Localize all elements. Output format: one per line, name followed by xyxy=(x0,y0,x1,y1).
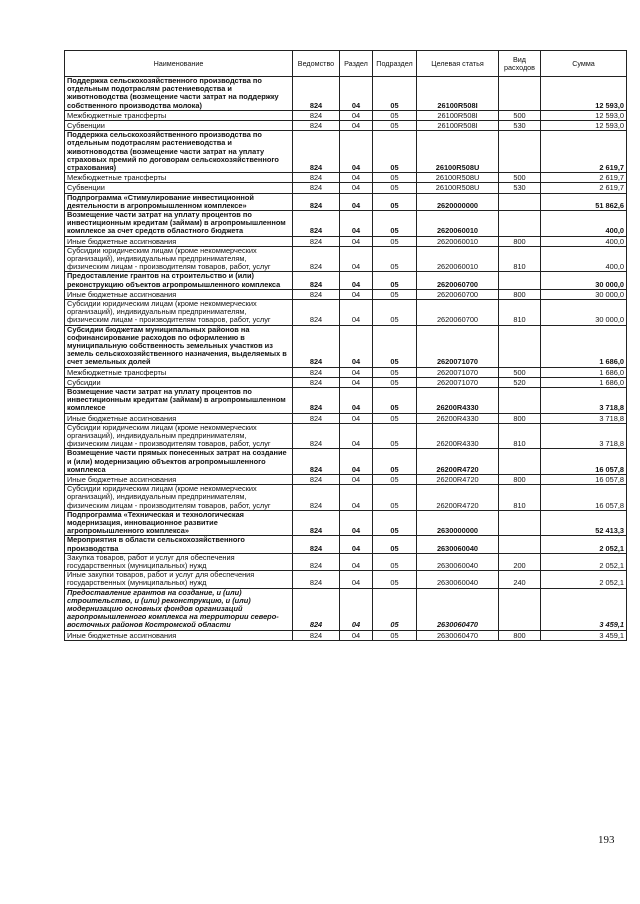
cell-razdel: 04 xyxy=(340,325,373,367)
cell-razdel: 04 xyxy=(340,413,373,423)
cell-vedomstvo: 824 xyxy=(293,536,340,553)
cell-name: Поддержка сельскохозяйственного производства по отдельным подотраслям растениеводства и животноводства (возмещение части затрат на уплату страховых премий по договорам сельскохозяйственного страхования) xyxy=(65,131,293,173)
cell-vedomstvo: 824 xyxy=(293,272,340,289)
cell-statya: 26100R508I xyxy=(417,121,499,131)
cell-razdel: 04 xyxy=(340,299,373,325)
table-row xyxy=(65,387,627,413)
cell-vid xyxy=(499,272,541,289)
cell-statya: 26100R508U xyxy=(417,131,499,173)
cell-podrazdel: 05 xyxy=(373,272,417,289)
cell-vedomstvo: 824 xyxy=(293,367,340,377)
cell-vedomstvo: 824 xyxy=(293,377,340,387)
cell-razdel: 04 xyxy=(340,367,373,377)
cell-razdel: 04 xyxy=(340,475,373,485)
cell-vedomstvo: 824 xyxy=(293,485,340,511)
table-row xyxy=(65,377,627,387)
cell-razdel: 04 xyxy=(340,272,373,289)
cell-vid: 810 xyxy=(499,299,541,325)
cell-statya: 2620000000 xyxy=(417,193,499,210)
table-row xyxy=(65,325,627,367)
cell-summa: 2 619,7 xyxy=(541,183,627,193)
cell-name: Иные бюджетные ассигнования xyxy=(65,413,293,423)
cell-statya: 26200R4330 xyxy=(417,387,499,413)
cell-vedomstvo: 824 xyxy=(293,193,340,210)
header-vid: Вид расходов xyxy=(499,51,541,77)
cell-summa: 12 593,0 xyxy=(541,110,627,120)
cell-razdel: 04 xyxy=(340,387,373,413)
cell-podrazdel: 05 xyxy=(373,367,417,377)
cell-vid: 800 xyxy=(499,630,541,640)
cell-podrazdel: 05 xyxy=(373,131,417,173)
cell-razdel: 04 xyxy=(340,571,373,588)
cell-statya: 2630000000 xyxy=(417,510,499,536)
cell-vid: 800 xyxy=(499,475,541,485)
cell-name: Субсидии юридическим лицам (кроме некоммерческих организаций), индивидуальным предпринимателям, физическим лицам - производителям товаров, работ, услуг xyxy=(65,246,293,272)
cell-podrazdel: 05 xyxy=(373,325,417,367)
cell-podrazdel: 05 xyxy=(373,121,417,131)
header-summa: Сумма xyxy=(541,51,627,77)
table-row xyxy=(65,588,627,630)
cell-podrazdel: 05 xyxy=(373,510,417,536)
cell-vid xyxy=(499,131,541,173)
cell-vedomstvo: 824 xyxy=(293,110,340,120)
table-row xyxy=(65,236,627,246)
cell-statya: 26100R508U xyxy=(417,173,499,183)
cell-statya: 2630060040 xyxy=(417,536,499,553)
cell-name: Межбюджетные трансферты xyxy=(65,367,293,377)
cell-podrazdel: 05 xyxy=(373,173,417,183)
cell-summa: 2 619,7 xyxy=(541,131,627,173)
cell-statya: 2620060010 xyxy=(417,246,499,272)
table-row xyxy=(65,210,627,236)
cell-vid: 530 xyxy=(499,121,541,131)
cell-vedomstvo: 824 xyxy=(293,325,340,367)
table-row xyxy=(65,299,627,325)
cell-name: Возмещение части затрат на уплату процентов по инвестиционным кредитам (займам) в агропромышленном комплексе за счет средств областного бюджета xyxy=(65,210,293,236)
cell-razdel: 04 xyxy=(340,236,373,246)
cell-name: Субсидии xyxy=(65,377,293,387)
cell-razdel: 04 xyxy=(340,77,373,111)
table-row xyxy=(65,367,627,377)
cell-vid xyxy=(499,536,541,553)
cell-summa: 12 593,0 xyxy=(541,77,627,111)
cell-summa: 16 057,8 xyxy=(541,475,627,485)
cell-vid xyxy=(499,193,541,210)
cell-vedomstvo: 824 xyxy=(293,413,340,423)
cell-razdel: 04 xyxy=(340,210,373,236)
page-number: 193 xyxy=(598,834,615,846)
cell-razdel: 04 xyxy=(340,289,373,299)
table-row xyxy=(65,110,627,120)
cell-vedomstvo: 824 xyxy=(293,289,340,299)
cell-summa: 400,0 xyxy=(541,236,627,246)
cell-name: Поддержка сельскохозяйственного производства по отдельным подотраслям растениеводства и животноводства (возмещение части затрат на поддержку собственного производства молока) xyxy=(65,77,293,111)
cell-summa: 400,0 xyxy=(541,246,627,272)
cell-vid xyxy=(499,510,541,536)
cell-razdel: 04 xyxy=(340,173,373,183)
cell-podrazdel: 05 xyxy=(373,536,417,553)
cell-razdel: 04 xyxy=(340,131,373,173)
cell-summa: 1 686,0 xyxy=(541,367,627,377)
cell-name: Субвенции xyxy=(65,121,293,131)
cell-razdel: 04 xyxy=(340,588,373,630)
cell-vid: 800 xyxy=(499,413,541,423)
table-row xyxy=(65,449,627,475)
cell-vid: 530 xyxy=(499,183,541,193)
table-row xyxy=(65,571,627,588)
cell-razdel: 04 xyxy=(340,377,373,387)
cell-podrazdel: 05 xyxy=(373,299,417,325)
cell-razdel: 04 xyxy=(340,246,373,272)
cell-statya: 2620071070 xyxy=(417,377,499,387)
cell-summa: 51 862,6 xyxy=(541,193,627,210)
cell-podrazdel: 05 xyxy=(373,377,417,387)
cell-name: Предоставление грантов на строительство и (или) реконструкцию объектов агропромышленного комплекса xyxy=(65,272,293,289)
cell-vedomstvo: 824 xyxy=(293,299,340,325)
cell-statya: 26200R4720 xyxy=(417,475,499,485)
cell-vid: 810 xyxy=(499,423,541,449)
cell-razdel: 04 xyxy=(340,193,373,210)
cell-summa: 3 718,8 xyxy=(541,423,627,449)
table-row xyxy=(65,423,627,449)
header-razdel: Раздел xyxy=(340,51,373,77)
table-row xyxy=(65,510,627,536)
cell-summa: 1 686,0 xyxy=(541,377,627,387)
cell-razdel: 04 xyxy=(340,423,373,449)
cell-vedomstvo: 824 xyxy=(293,183,340,193)
table-row xyxy=(65,183,627,193)
cell-razdel: 04 xyxy=(340,485,373,511)
cell-podrazdel: 05 xyxy=(373,210,417,236)
cell-name: Субсидии бюджетам муниципальных районов на софинансирование расходов по оформлению в муниципальную собственность земельных участков из земель сельскохозяйственного назначения, выделяемых в счет земельных долей xyxy=(65,325,293,367)
cell-vedomstvo: 824 xyxy=(293,236,340,246)
table-row xyxy=(65,485,627,511)
table-header-row xyxy=(65,51,627,77)
cell-statya: 2620060700 xyxy=(417,289,499,299)
cell-name: Межбюджетные трансферты xyxy=(65,110,293,120)
cell-statya: 26200R4720 xyxy=(417,449,499,475)
cell-podrazdel: 05 xyxy=(373,485,417,511)
cell-statya: 26100R508I xyxy=(417,77,499,111)
cell-vedomstvo: 824 xyxy=(293,246,340,272)
cell-podrazdel: 05 xyxy=(373,289,417,299)
cell-name: Межбюджетные трансферты xyxy=(65,173,293,183)
cell-name: Мероприятия в области сельскохозяйственного производства xyxy=(65,536,293,553)
cell-statya: 26200R4330 xyxy=(417,423,499,449)
cell-podrazdel: 05 xyxy=(373,110,417,120)
cell-summa: 3 718,8 xyxy=(541,413,627,423)
cell-vedomstvo: 824 xyxy=(293,588,340,630)
cell-vedomstvo: 824 xyxy=(293,630,340,640)
table-row xyxy=(65,536,627,553)
table-row xyxy=(65,193,627,210)
cell-summa: 2 619,7 xyxy=(541,173,627,183)
cell-vedomstvo: 824 xyxy=(293,571,340,588)
table-row xyxy=(65,77,627,111)
cell-podrazdel: 05 xyxy=(373,413,417,423)
header-podrazdel: Подраздел xyxy=(373,51,417,77)
cell-name: Предоставление грантов на создание, и (или) строительство, и (или) реконструкцию, и (или) модернизацию основных фондов организаций агропромышленного комплекса на территории северо-восточных районов Костромской области xyxy=(65,588,293,630)
cell-vid: 500 xyxy=(499,110,541,120)
cell-vedomstvo: 824 xyxy=(293,475,340,485)
cell-statya: 2630060470 xyxy=(417,630,499,640)
table-row xyxy=(65,121,627,131)
cell-vid: 500 xyxy=(499,173,541,183)
cell-podrazdel: 05 xyxy=(373,387,417,413)
cell-name: Субсидии юридическим лицам (кроме некоммерческих организаций), индивидуальным предпринимателям, физическим лицам - производителям товаров, работ, услуг xyxy=(65,423,293,449)
cell-podrazdel: 05 xyxy=(373,183,417,193)
table-row xyxy=(65,553,627,570)
header-name: Наименование xyxy=(65,51,293,77)
cell-summa: 2 052,1 xyxy=(541,571,627,588)
cell-summa: 3 718,8 xyxy=(541,387,627,413)
cell-podrazdel: 05 xyxy=(373,449,417,475)
cell-vid xyxy=(499,210,541,236)
cell-vedomstvo: 824 xyxy=(293,210,340,236)
cell-summa: 1 686,0 xyxy=(541,325,627,367)
table-body xyxy=(65,77,627,641)
cell-podrazdel: 05 xyxy=(373,236,417,246)
cell-statya: 2620060010 xyxy=(417,210,499,236)
cell-vedomstvo: 824 xyxy=(293,77,340,111)
cell-vedomstvo: 824 xyxy=(293,387,340,413)
table-row xyxy=(65,173,627,183)
cell-razdel: 04 xyxy=(340,630,373,640)
cell-vid: 500 xyxy=(499,367,541,377)
table-row xyxy=(65,289,627,299)
cell-razdel: 04 xyxy=(340,110,373,120)
cell-razdel: 04 xyxy=(340,510,373,536)
cell-podrazdel: 05 xyxy=(373,588,417,630)
cell-podrazdel: 05 xyxy=(373,77,417,111)
cell-podrazdel: 05 xyxy=(373,630,417,640)
cell-vedomstvo: 824 xyxy=(293,121,340,131)
cell-podrazdel: 05 xyxy=(373,423,417,449)
cell-razdel: 04 xyxy=(340,121,373,131)
cell-razdel: 04 xyxy=(340,536,373,553)
cell-vid: 200 xyxy=(499,553,541,570)
cell-vid: 520 xyxy=(499,377,541,387)
cell-name: Возмещение части затрат на уплату процентов по инвестиционным кредитам (займам) в агропромышленном комплексе xyxy=(65,387,293,413)
cell-statya: 2630060470 xyxy=(417,588,499,630)
cell-vid: 800 xyxy=(499,289,541,299)
header-vedomstvo: Ведомство xyxy=(293,51,340,77)
cell-statya: 2620071070 xyxy=(417,367,499,377)
cell-name: Подпрограмма «Стимулирование инвестиционной деятельности в агропромышленном комплексе» xyxy=(65,193,293,210)
cell-summa: 3 459,1 xyxy=(541,588,627,630)
cell-vid xyxy=(499,325,541,367)
cell-summa: 2 052,1 xyxy=(541,553,627,570)
cell-name: Иные закупки товаров, работ и услуг для обеспечения государственных (муниципальных) нужд xyxy=(65,571,293,588)
cell-vid: 800 xyxy=(499,236,541,246)
cell-podrazdel: 05 xyxy=(373,193,417,210)
budget-table xyxy=(64,50,627,641)
cell-statya: 2620071070 xyxy=(417,325,499,367)
table-row xyxy=(65,413,627,423)
cell-statya: 26200R4330 xyxy=(417,413,499,423)
cell-name: Закупка товаров, работ и услуг для обеспечения государственных (муниципальных) нужд xyxy=(65,553,293,570)
cell-name: Иные бюджетные ассигнования xyxy=(65,475,293,485)
cell-statya: 2630060040 xyxy=(417,553,499,570)
cell-name: Субвенции xyxy=(65,183,293,193)
cell-statya: 2620060010 xyxy=(417,236,499,246)
cell-summa: 30 000,0 xyxy=(541,299,627,325)
cell-podrazdel: 05 xyxy=(373,553,417,570)
cell-vid xyxy=(499,449,541,475)
cell-vedomstvo: 824 xyxy=(293,510,340,536)
cell-name: Возмещение части прямых понесенных затрат на создание и (или) модернизацию объектов агропромышленного комплекса xyxy=(65,449,293,475)
cell-summa: 2 052,1 xyxy=(541,536,627,553)
cell-summa: 16 057,8 xyxy=(541,449,627,475)
cell-name: Подпрограмма «Техническая и технологическая модернизация, инновационное развитие агропромышленного комплекса» xyxy=(65,510,293,536)
cell-summa: 52 413,3 xyxy=(541,510,627,536)
cell-vedomstvo: 824 xyxy=(293,423,340,449)
table-row xyxy=(65,131,627,173)
cell-summa: 12 593,0 xyxy=(541,121,627,131)
cell-statya: 2630060040 xyxy=(417,571,499,588)
cell-statya: 2620060700 xyxy=(417,299,499,325)
cell-statya: 26100R508I xyxy=(417,110,499,120)
cell-podrazdel: 05 xyxy=(373,571,417,588)
table-row xyxy=(65,630,627,640)
cell-vedomstvo: 824 xyxy=(293,449,340,475)
cell-vedomstvo: 824 xyxy=(293,553,340,570)
cell-razdel: 04 xyxy=(340,449,373,475)
cell-statya: 26200R4720 xyxy=(417,485,499,511)
cell-vid xyxy=(499,588,541,630)
cell-razdel: 04 xyxy=(340,183,373,193)
cell-name: Субсидии юридическим лицам (кроме некоммерческих организаций), индивидуальным предпринимателям, физическим лицам - производителям товаров, работ, услуг xyxy=(65,299,293,325)
cell-summa: 16 057,8 xyxy=(541,485,627,511)
table-row xyxy=(65,246,627,272)
cell-vedomstvo: 824 xyxy=(293,173,340,183)
table-row xyxy=(65,475,627,485)
cell-name: Иные бюджетные ассигнования xyxy=(65,289,293,299)
cell-vid: 810 xyxy=(499,246,541,272)
cell-name: Субсидии юридическим лицам (кроме некоммерческих организаций), индивидуальным предпринимателям, физическим лицам - производителям товаров, работ, услуг xyxy=(65,485,293,511)
cell-summa: 30 000,0 xyxy=(541,272,627,289)
cell-summa: 3 459,1 xyxy=(541,630,627,640)
cell-name: Иные бюджетные ассигнования xyxy=(65,236,293,246)
cell-vid xyxy=(499,77,541,111)
table-row xyxy=(65,272,627,289)
cell-vedomstvo: 824 xyxy=(293,131,340,173)
cell-name: Иные бюджетные ассигнования xyxy=(65,630,293,640)
cell-vid: 240 xyxy=(499,571,541,588)
cell-statya: 26100R508U xyxy=(417,183,499,193)
cell-podrazdel: 05 xyxy=(373,246,417,272)
cell-statya: 2620060700 xyxy=(417,272,499,289)
cell-summa: 30 000,0 xyxy=(541,289,627,299)
cell-vid: 810 xyxy=(499,485,541,511)
cell-vid xyxy=(499,387,541,413)
header-statya: Целевая статья xyxy=(417,51,499,77)
cell-podrazdel: 05 xyxy=(373,475,417,485)
cell-razdel: 04 xyxy=(340,553,373,570)
cell-summa: 400,0 xyxy=(541,210,627,236)
